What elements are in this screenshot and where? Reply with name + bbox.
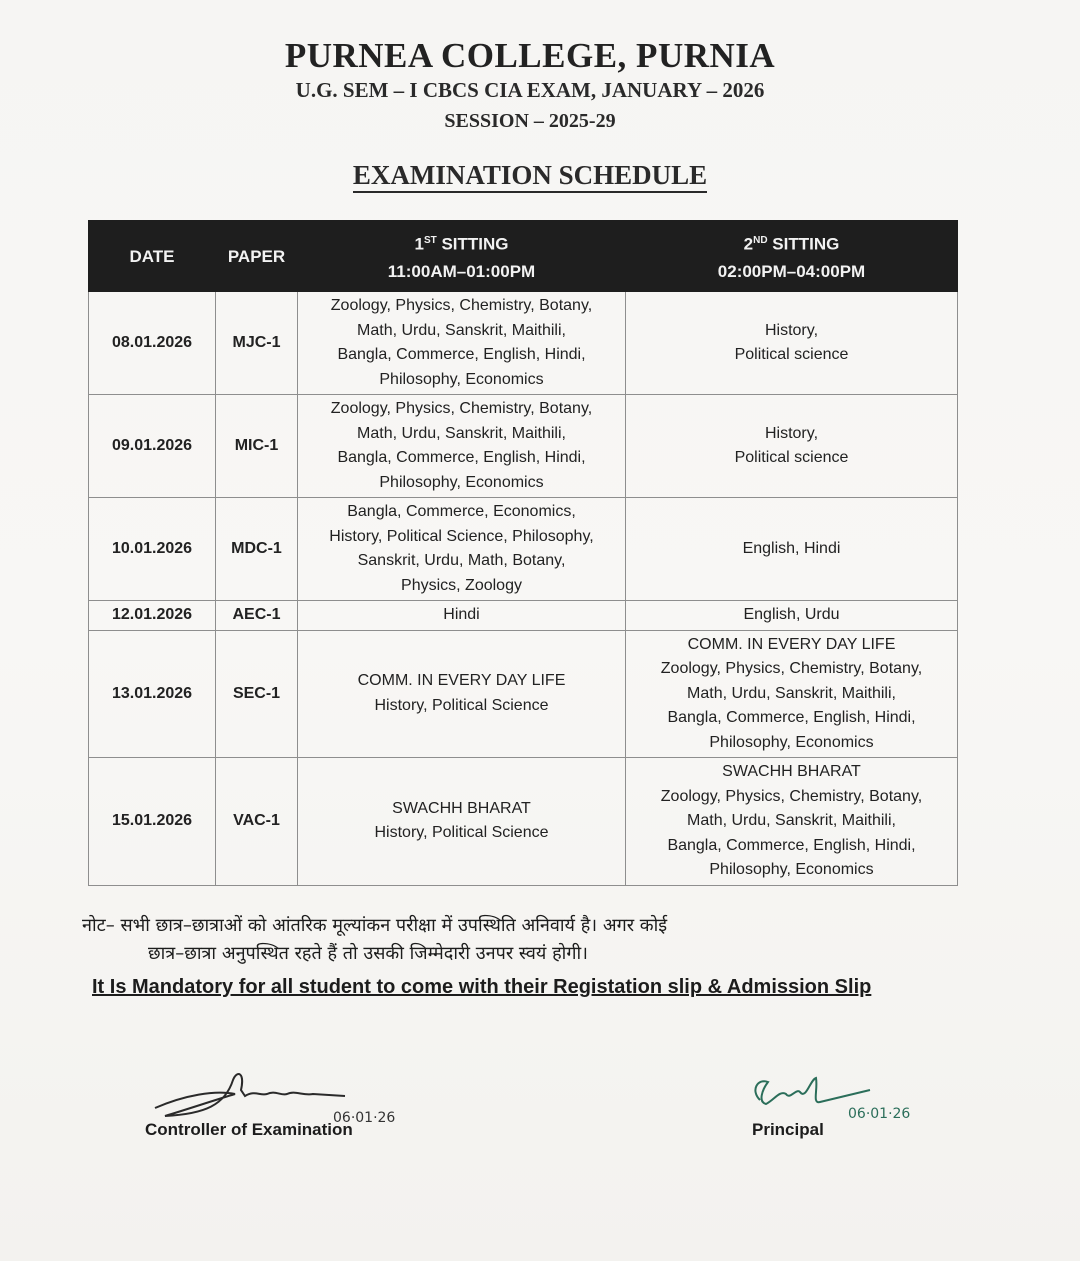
subject-line: Philosophy, Economics — [709, 861, 874, 878]
session-label: SESSION – 2025-29 — [444, 110, 616, 132]
row-sitting-2 — [626, 601, 958, 631]
row-paper: SEC-1 — [216, 630, 298, 758]
subject-line: Math, Urdu, Sanskrit, Maithili, — [687, 684, 896, 702]
controller-signature-block — [145, 1060, 445, 1150]
subject-line: Political science — [734, 346, 849, 363]
subject-line: English, Hindi — [742, 539, 841, 557]
sitting-1-label: SITTING — [436, 234, 509, 254]
row-sitting-2 — [626, 395, 958, 498]
header-sitting-2 — [626, 221, 958, 292]
subject-line: Zoology, Physics, Chemistry, Botany, — [660, 787, 923, 805]
hindi-note — [82, 912, 982, 968]
row-sitting-2 — [626, 630, 958, 758]
sitting-2-sup: ND — [753, 235, 768, 247]
row-paper: MJC-1 — [216, 292, 298, 395]
table-row — [89, 630, 958, 758]
row-date: 15.01.2026 — [89, 758, 216, 886]
subject-line: History, Political Science, Philosophy, — [329, 527, 594, 545]
schedule-table — [88, 220, 958, 886]
row-sitting-1 — [298, 758, 626, 886]
subject-line: Zoology, Physics, Chemistry, Botany, — [660, 660, 923, 677]
subject-line: History, Political Science — [374, 696, 549, 714]
subject-line: Bangla, Commerce, English, Hindi, — [337, 346, 586, 363]
header-sitting-1 — [298, 221, 626, 292]
row-paper: MDC-1 — [216, 498, 298, 601]
subject-line: Bangla, Commerce, English, Hindi, — [667, 836, 916, 854]
controller-label: Controller of Examination — [145, 1120, 353, 1139]
schedule-body — [89, 292, 958, 886]
table-row — [89, 292, 958, 395]
table-row — [89, 601, 958, 631]
subject-line: SWACHH BHARAT — [392, 799, 531, 817]
subject-line: COMM. IN EVERY DAY LIFE — [357, 672, 566, 690]
principal-signature-date: 06·01·26 — [848, 1106, 911, 1122]
subject-line: Political science — [734, 449, 849, 466]
sitting-2-number: 2 — [743, 234, 754, 254]
row-paper: VAC-1 — [216, 758, 298, 886]
subject-line: History, — [764, 321, 819, 339]
note-line-2: छात्र–छात्रा अनुपस्थित रहते हैं तो उसकी जिम्मेदारी उनपर स्वयं होगी। — [148, 943, 588, 964]
schedule-heading — [0, 160, 1060, 191]
subject-line: Physics, Zoology — [401, 576, 522, 594]
header-date: DATE — [89, 221, 216, 292]
schedule-heading-text: EXAMINATION SCHEDULE — [353, 160, 707, 193]
mandatory-notice: It Is Mandatory for all student to come with their Registation slip & Admission Slip — [92, 976, 872, 998]
table-row — [89, 758, 958, 886]
subject-line: Bangla, Commerce, English, Hindi, — [667, 709, 916, 726]
header-paper: PAPER — [216, 221, 298, 292]
row-date: 08.01.2026 — [89, 292, 216, 395]
subject-line: Hindi — [443, 606, 480, 623]
sitting-1-time: 11:00AM–01:00PM — [387, 261, 536, 281]
row-sitting-1 — [298, 292, 626, 395]
row-sitting-1 — [298, 630, 626, 758]
row-paper: MIC-1 — [216, 395, 298, 498]
row-sitting-1 — [298, 395, 626, 498]
row-sitting-2 — [626, 758, 958, 886]
row-sitting-2 — [626, 292, 958, 395]
controller-signature-date: 06·01·26 — [333, 1110, 396, 1126]
sitting-1-sup: ST — [423, 235, 437, 247]
subject-line: Philosophy, Economics — [379, 473, 544, 491]
row-date: 13.01.2026 — [89, 630, 216, 758]
subject-line: SWACHH BHARAT — [722, 763, 861, 780]
subject-line: Bangla, Commerce, English, Hindi, — [337, 449, 586, 466]
subject-line: Philosophy, Economics — [709, 733, 874, 751]
row-sitting-1 — [298, 601, 626, 631]
subject-line: Philosophy, Economics — [379, 370, 544, 388]
row-sitting-1 — [298, 498, 626, 601]
row-paper: AEC-1 — [216, 601, 298, 631]
college-name: PURNEA COLLEGE, PURNIA — [284, 36, 776, 75]
subject-line: Math, Urdu, Sanskrit, Maithili, — [357, 424, 566, 442]
subject-line: COMM. IN EVERY DAY LIFE — [687, 635, 896, 653]
principal-label: Principal — [752, 1120, 824, 1139]
subject-line: History, — [764, 424, 819, 442]
table-row — [89, 395, 958, 498]
note-line-1: नोट– सभी छात्र–छात्राओं को आंतरिक मूल्यांकन परीक्षा में उपस्थिति अनिवार्य है। अगर कोई — [82, 915, 668, 936]
subject-line: Bangla, Commerce, Economics, — [347, 503, 576, 520]
subject-line: Math, Urdu, Sanskrit, Maithili, — [357, 321, 566, 339]
row-date: 12.01.2026 — [89, 601, 216, 631]
subject-line: Zoology, Physics, Chemistry, Botany, — [330, 297, 593, 314]
subject-line: Zoology, Physics, Chemistry, Botany, — [330, 400, 593, 417]
subject-line: Math, Urdu, Sanskrit, Maithili, — [687, 812, 896, 829]
row-date: 09.01.2026 — [89, 395, 216, 498]
subject-line: Sanskrit, Urdu, Math, Botany, — [357, 552, 566, 569]
sitting-1-number: 1 — [414, 234, 424, 254]
subject-line: History, Political Science — [374, 824, 549, 842]
sitting-2-time: 02:00PM–04:00PM — [717, 261, 866, 281]
row-date: 10.01.2026 — [89, 498, 216, 601]
sitting-2-label: SITTING — [767, 234, 840, 254]
principal-signature-block — [740, 1060, 960, 1150]
table-row — [89, 498, 958, 601]
exam-title: U.G. SEM – I CBCS CIA EXAM, JANUARY – 2026 — [295, 78, 765, 102]
row-sitting-2 — [626, 498, 958, 601]
subject-line: English, Urdu — [743, 606, 840, 623]
table-header-row — [89, 221, 958, 292]
